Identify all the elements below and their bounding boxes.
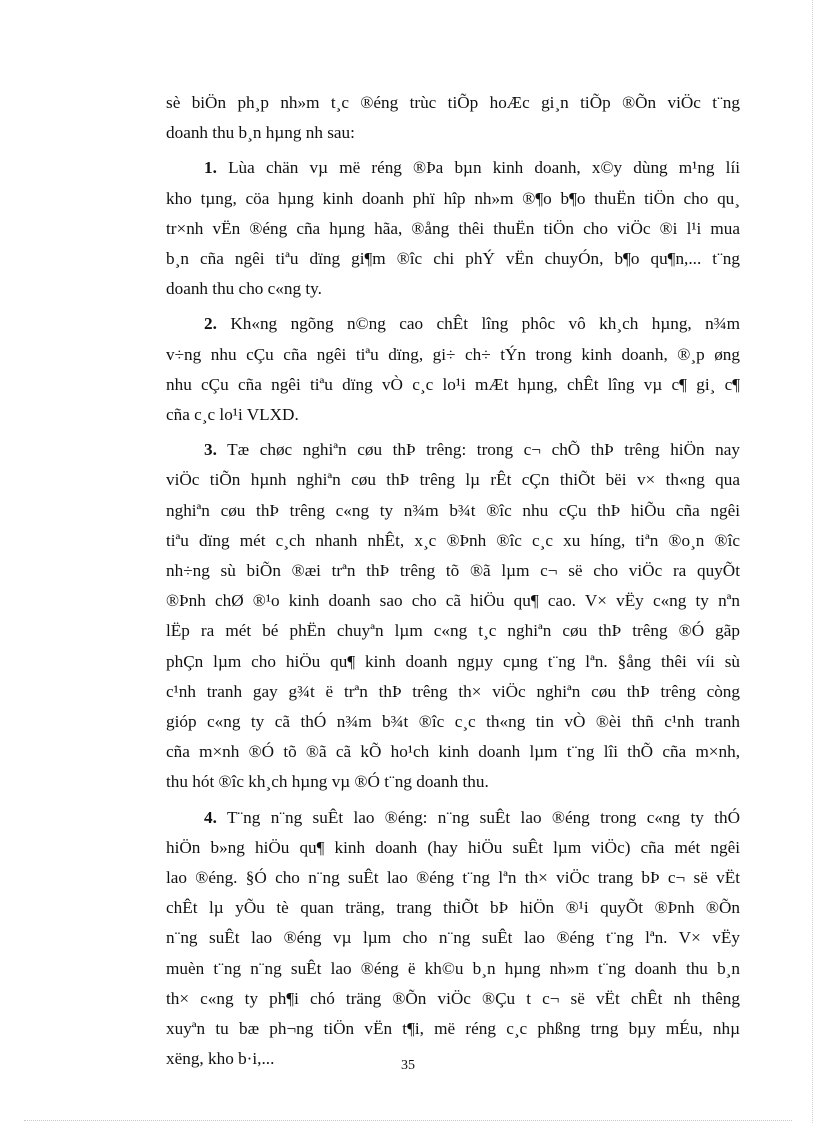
text-line: thu hót ®îc kh¸ch hµng vµ ®Ó t¨ng doanh thu. <box>166 772 489 792</box>
text-line: lao ®éng. §Ó cho n¨ng suÊt lao ®éng t¨ng lªn th× viÖc trang bÞ c¬ së vËt <box>166 868 740 888</box>
item-number: 1. <box>204 158 217 178</box>
text-line: xëng, kho b·i,... <box>166 1049 275 1069</box>
text-line: doanh thu b¸n hµng nh sau: <box>166 123 355 143</box>
text-line: tr×nh vËn ®éng cña hµng hãa, ®ång thêi thuËn tiÖn cho viÖc ®i l¹i mua <box>166 218 740 238</box>
text-line: nghiªn cøu thÞ trêng c«ng ty n¾m b¾t ®îc nhu cÇu thÞ hiÕu cña ngêi <box>166 500 740 520</box>
text-line <box>166 803 740 833</box>
text-line: n¨ng suÊt lao ®éng vµ lµm cho n¨ng suÊt lao ®éng t¨ng lªn. V× vËy <box>166 928 740 948</box>
text-line <box>166 153 740 183</box>
item-text: Kh«ng ngõng n©ng cao chÊt lîng phôc vô kh¸ch hµng, n¾m <box>230 314 741 334</box>
item-text: Lùa chän vµ më réng ®Þa bµn kinh doanh, x©y dùng m¹ng líi <box>228 158 741 178</box>
text-line: doanh thu cho c«ng ty. <box>166 279 322 299</box>
text-line: th× c«ng ty ph¶i chó träng ®Õn viÖc ®Çu t c¬ së vËt chÊt nh thêng <box>166 988 740 1008</box>
page-right-divider <box>812 0 813 1123</box>
item-number: 3. <box>204 440 217 460</box>
text-line: hiÖn b»ng hiÖu qu¶ kinh doanh (hay hiÖu suÊt lµm viÖc) cña mét ngêi <box>166 837 740 857</box>
text-line: xuyªn tu bæ ph¬ng tiÖn vËn t¶i, më réng c¸c phßng trng bµy mÉu, nhµ <box>166 1019 740 1039</box>
text-line: chÊt lµ yÕu tè quan träng, trang thiÕt bÞ hiÖn ®¹i quyÕt ®Þnh ®Õn <box>166 898 740 918</box>
item-number: 4. <box>204 807 217 827</box>
intro-paragraph <box>166 88 740 148</box>
text-line: ®Þnh chØ ®¹o kinh doanh sao cho cã hiÖu qu¶ cao. V× vËy c«ng ty nªn <box>166 591 740 611</box>
text-line: viÖc tiÕn hµnh nghiªn cøu thÞ trêng lµ rÊt cÇn thiÕt bëi v× th«ng qua <box>166 470 740 490</box>
text-line: v÷ng nhu cÇu cña ngêi tiªu dïng, gi÷ ch÷ tÝn trong kinh doanh, ®¸p øng <box>166 344 740 364</box>
item-2-paragraph <box>166 309 740 430</box>
text-line <box>166 309 740 339</box>
item-3-paragraph <box>166 435 740 797</box>
text-line: sè biÖn ph¸p nh»m t¸c ®éng trùc tiÕp hoÆc gi¸n tiÕp ®Õn viÖc t¨ng <box>166 93 740 112</box>
page-body <box>166 88 740 1080</box>
text-line <box>166 435 740 465</box>
text-line: nhu cÇu cña ngêi tiªu dïng vÒ c¸c lo¹i mÆt hµng, chÊt lîng vµ c¶ gi¸ c¶ <box>166 374 740 394</box>
item-text: T¨ng n¨ng suÊt lao ®éng: n¨ng suÊt lao ®éng trong c«ng ty thÓ <box>226 807 740 827</box>
item-number: 2. <box>204 314 217 334</box>
page-number: 35 <box>401 1058 415 1073</box>
item-text: Tæ chøc nghiªn cøu thÞ trêng: trong c¬ chÕ thÞ trêng hiÖn nay <box>227 440 740 460</box>
text-line: gióp c«ng ty cã thÓ n¾m b¾t ®îc c¸c th«ng tin vÒ ®èi thñ c¹nh tranh <box>166 712 740 732</box>
text-line: muèn t¨ng n¨ng suÊt lao ®éng ë kh©u b¸n hµng nh»m t¨ng doanh thu b¸n <box>166 958 740 978</box>
page-bottom-divider <box>24 1120 792 1121</box>
text-line: cña c¸c lo¹i VLXD. <box>166 405 299 425</box>
text-line: cña m×nh ®Ó tõ ®ã cã kÕ ho¹ch kinh doanh lµm t¨ng lîi thÕ cña m×nh, <box>166 742 740 762</box>
text-line: b¸n cña ngêi tiªu dïng gi¶m ®îc chi phÝ vËn chuyÓn, b¶o qu¶n,... t¨ng <box>166 249 740 269</box>
text-line: tiªu dïng mét c¸ch nhanh nhÊt, x¸c ®Þnh ®îc c¸c xu híng, tiªn ®o¸n ®îc <box>166 530 740 550</box>
text-line: lËp ra mét bé phËn chuyªn lµm c«ng t¸c nghiªn cøu thÞ trêng ®Ó gãp <box>166 621 740 641</box>
item-4-paragraph <box>166 803 740 1075</box>
text-line: phÇn lµm cho hiÖu qu¶ kinh doanh ngµy cµng t¨ng lªn. §ång thêi víi sù <box>166 651 740 671</box>
text-line: kho tµng, cöa hµng kinh doanh phï hîp nh»m ®¶o b¶o thuËn tiÖn cho qu¸ <box>166 188 740 208</box>
text-line: c¹nh tranh gay g¾t ë trªn thÞ trêng th× viÖc nghiªn cøu thÞ trêng còng <box>166 681 740 701</box>
text-line: nh÷ng sù biÕn ®æi trªn thÞ trêng tõ ®ã lµm c¬ së cho viÖc ra quyÕt <box>166 561 740 581</box>
item-1-paragraph <box>166 153 740 304</box>
